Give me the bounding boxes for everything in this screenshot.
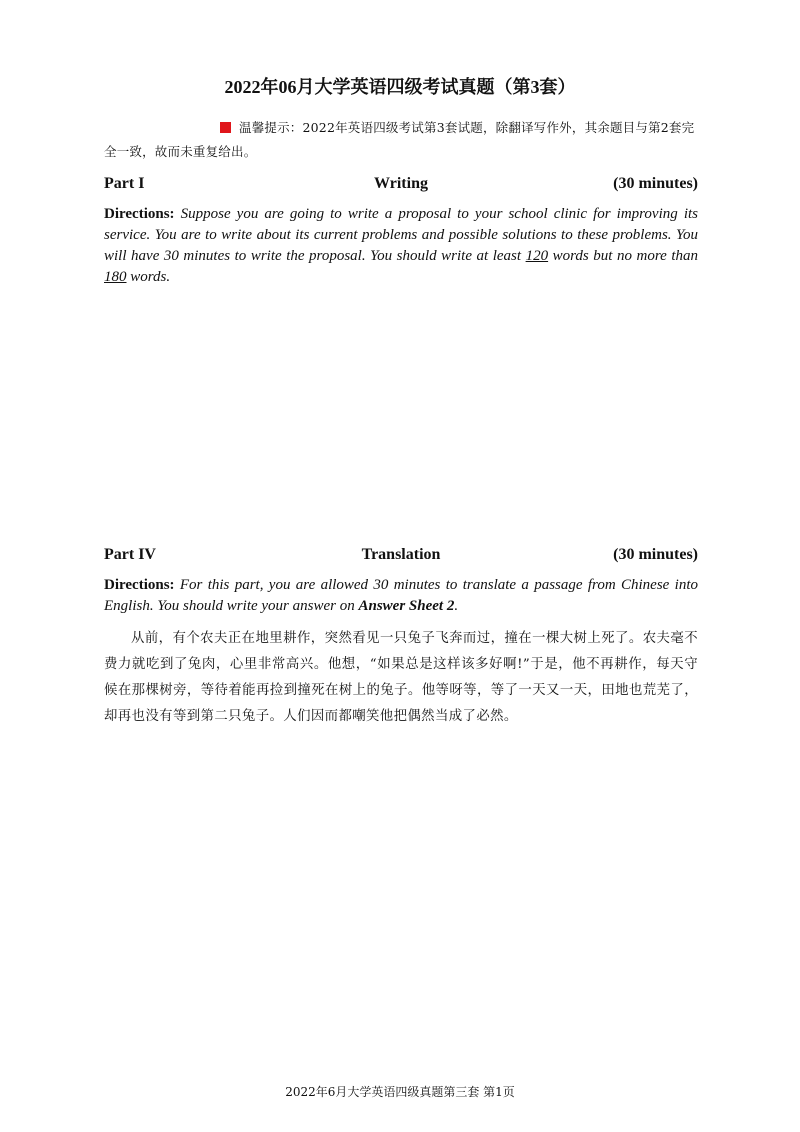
part-writing-name: Writing [374,175,428,192]
notice-text: 温馨提示：2022年英语四级考试第3套试题，除翻译写作外，其余题目与第2套完全一致，故而未重复给出。 [104,120,695,159]
part-translation-time: (30 minutes) [613,546,698,563]
translation-directions-text-1: For this part, you are allowed 30 minutes to translate a passage from Chinese into English. You should write your answer on [104,577,698,614]
writing-directions-text-1: Suppose you are going to write a proposal to your school clinic for improving its service. You are to write about its current problems and possible solutions to these problems. You will have 30 minutes to write the proposal. You should write at least [104,206,698,264]
red-square-icon [220,122,231,133]
page-title: 2022年06月大学英语四级考试真题（第3套） [224,77,576,97]
page-footer: 2022年6月大学英语四级真题第三套 第1页 [285,1085,515,1099]
notice-paragraph [104,116,698,164]
part-writing-time: (30 minutes) [613,175,698,192]
part-writing-header [104,172,698,196]
translation-passage: 从前，有个农夫正在地里耕作，突然看见一只兔子飞奔而过，撞在一棵大树上死了。农夫毫不费力就吃到了兔肉，心里非常高兴。他想，“如果总是这样该多好啊!”于是，他不再耕作，每天守候在那棵树旁，等待着能再捡到撞死在树上的兔子。他等呀等，等了一天又一天，田地也荒芜了，却再也没有等到第二只兔子。人们因而都嘲笑他把偶然当成了必然。 [104,631,698,724]
part-translation-name: Translation [361,546,441,563]
writing-directions [104,204,698,288]
translation-directions [104,575,698,617]
part-writing-number: Part I [104,175,145,192]
writing-directions-text-3: words. [126,269,171,285]
part-translation-header [104,543,698,567]
writing-directions-label: Directions: [104,206,175,222]
writing-min-words: 120 [525,248,549,264]
writing-directions-text-2: words but no more than [548,248,698,264]
translation-directions-label: Directions: [104,577,175,593]
part-translation-number: Part IV [104,546,156,563]
answer-sheet-label: Answer Sheet 2 [358,598,455,614]
writing-max-words: 180 [104,269,127,285]
translation-directions-text-2: . [454,598,459,614]
